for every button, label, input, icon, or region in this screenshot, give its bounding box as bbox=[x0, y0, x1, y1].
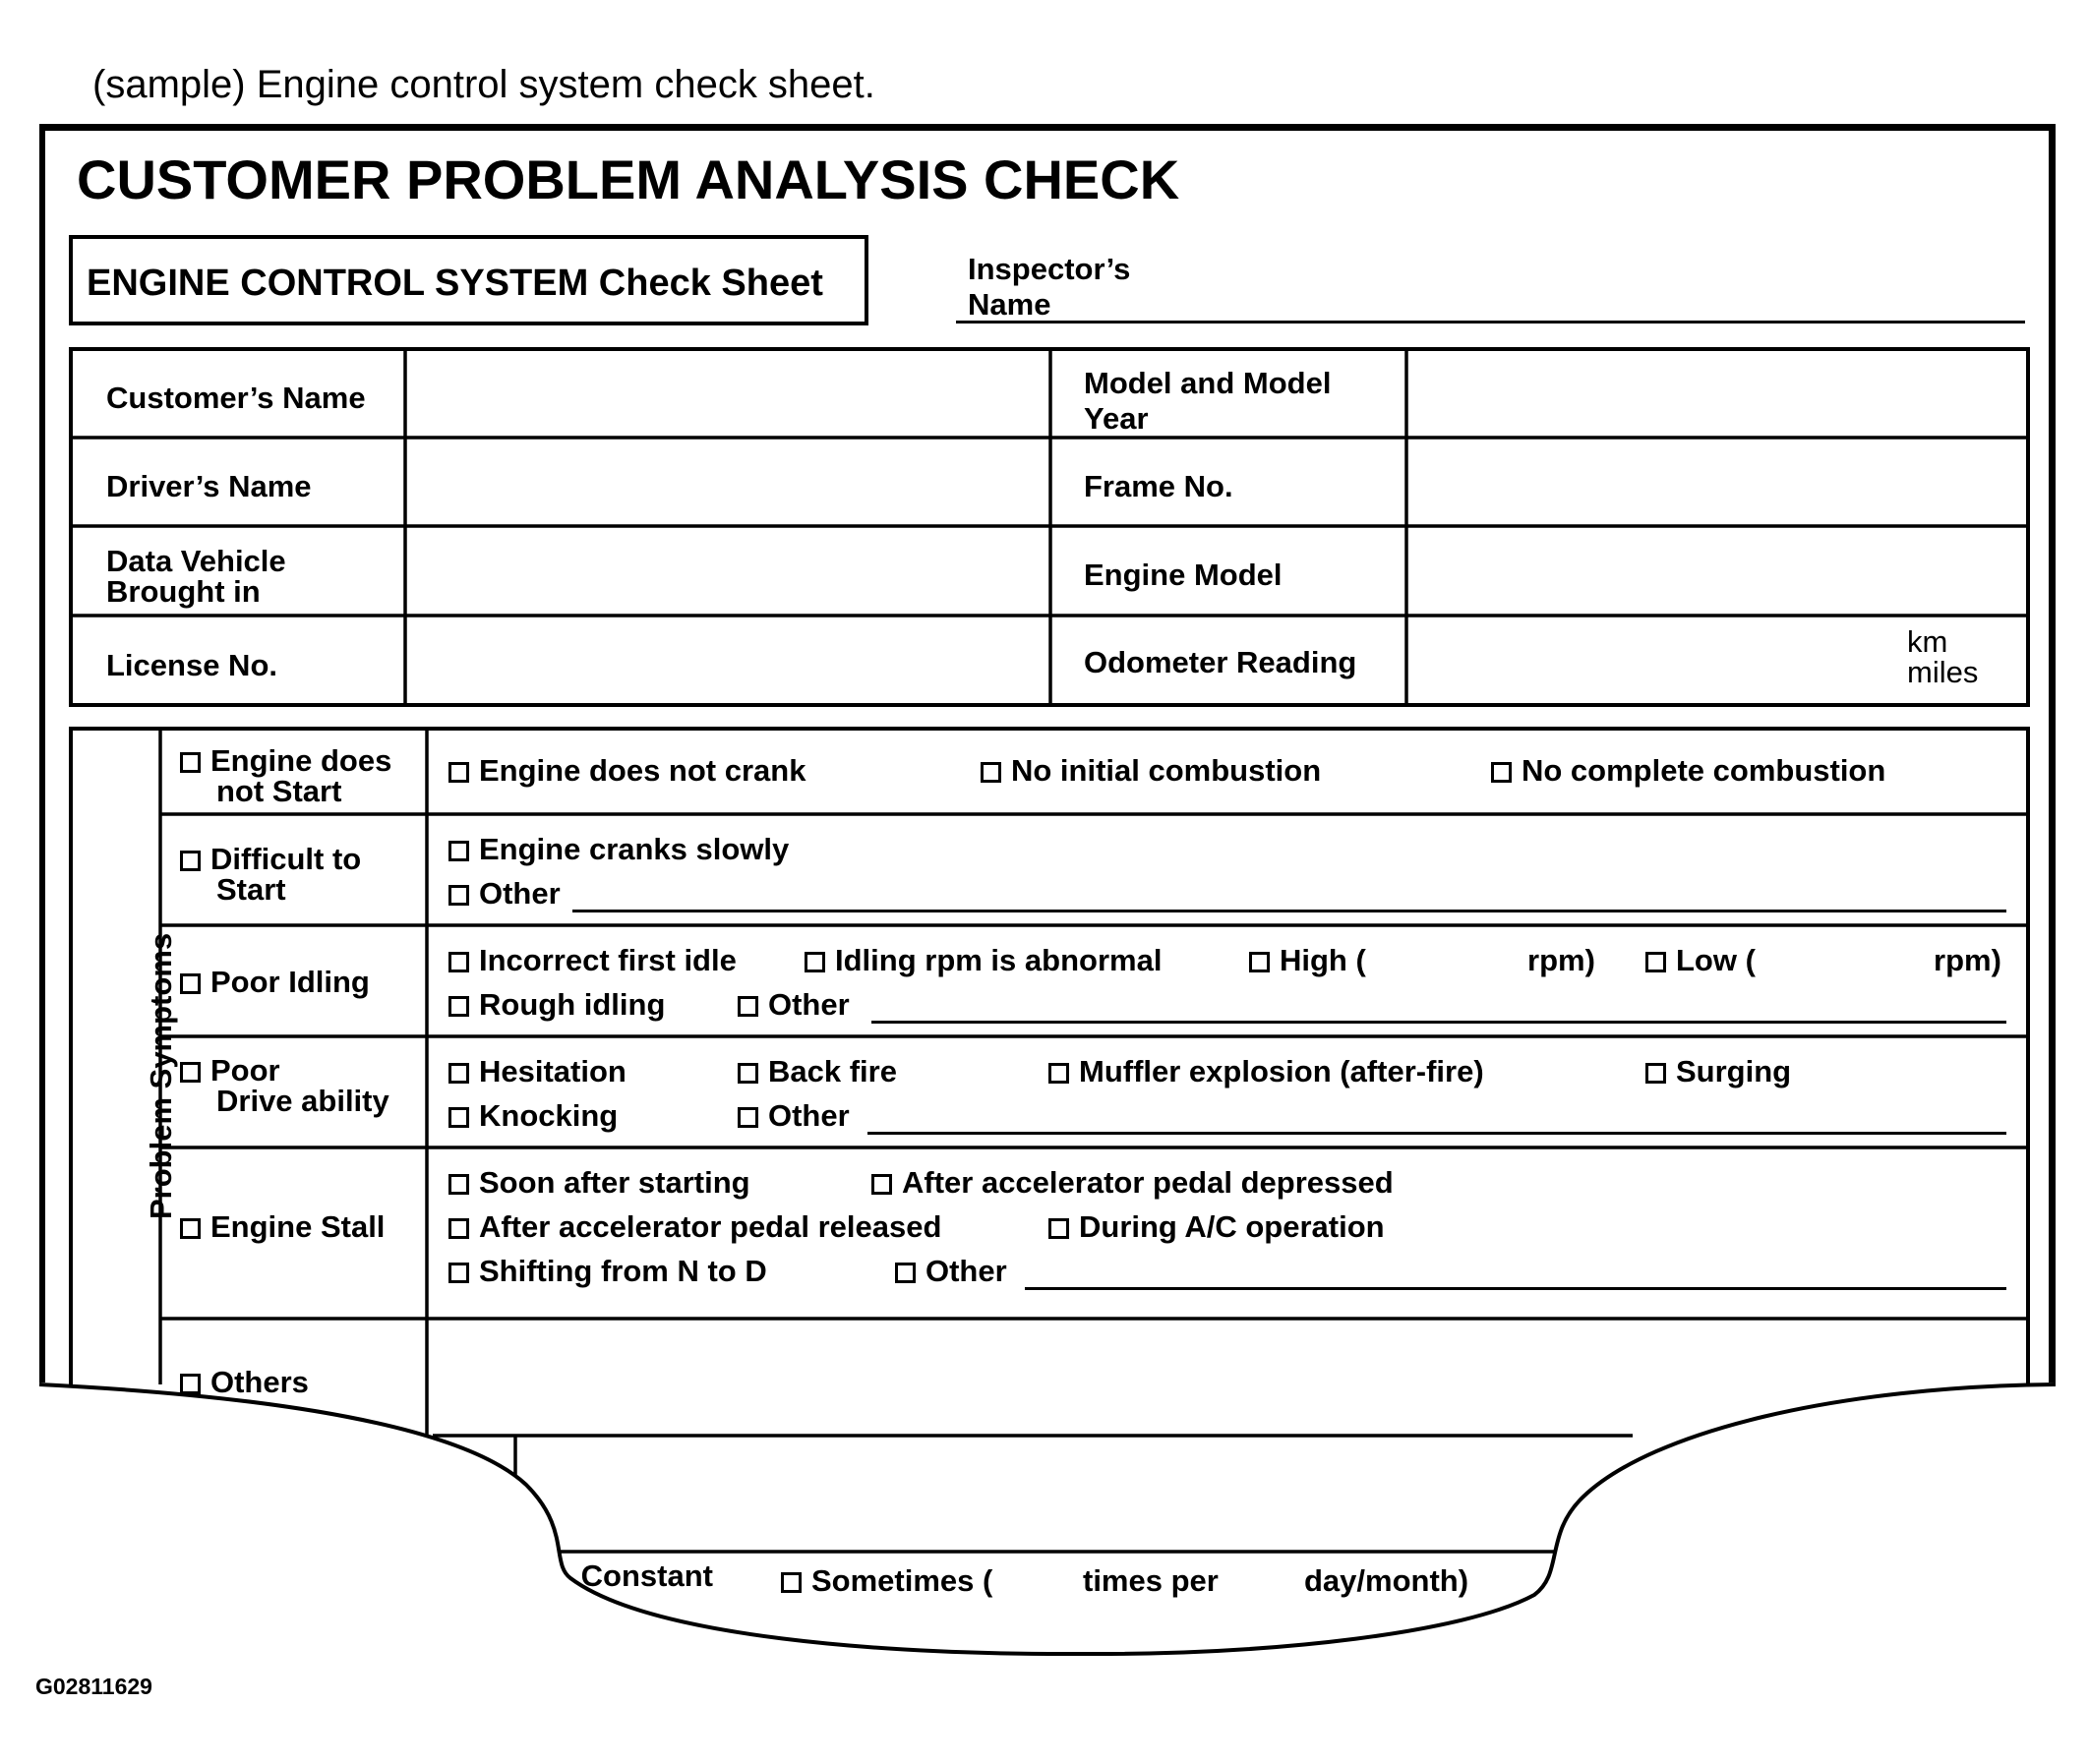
surging-option[interactable]: Surging bbox=[1645, 1054, 1791, 1089]
high-rpm-unit: rpm) bbox=[1527, 943, 1595, 977]
license-no-label: License No. bbox=[106, 648, 277, 682]
checkbox[interactable] bbox=[738, 1063, 758, 1084]
checkbox[interactable] bbox=[738, 1107, 758, 1128]
checkbox[interactable] bbox=[738, 996, 758, 1017]
low-rpm-option[interactable]: Low ( bbox=[1645, 943, 1756, 978]
problem-symptoms-label: Problem Symptoms bbox=[144, 932, 178, 1219]
engine-stall-other-option[interactable]: Other bbox=[895, 1254, 1007, 1289]
customer-name-field[interactable] bbox=[409, 353, 1046, 436]
drivers-name-label: Driver’s Name bbox=[106, 469, 312, 503]
customer-name-label: Customer’s Name bbox=[106, 381, 366, 415]
engine-stall-other-field[interactable] bbox=[1025, 1287, 2006, 1290]
checkbox[interactable] bbox=[448, 952, 469, 972]
checkbox[interactable] bbox=[180, 752, 201, 773]
difficult-to-start-option[interactable]: Difficult to Start bbox=[180, 844, 361, 905]
figure-id: G02811629 bbox=[35, 1674, 152, 1699]
shifting-n-to-d-option[interactable]: Shifting from N to D bbox=[448, 1254, 767, 1289]
engine-does-not-crank-option[interactable]: Engine does not crank bbox=[448, 753, 806, 789]
checkbox[interactable] bbox=[448, 1174, 469, 1195]
checkbox[interactable] bbox=[448, 1263, 469, 1283]
soon-after-starting-option[interactable]: Soon after starting bbox=[448, 1165, 750, 1201]
high-rpm-option[interactable]: High ( bbox=[1249, 943, 1366, 978]
checkbox[interactable] bbox=[1645, 952, 1666, 972]
unit-miles: miles bbox=[1907, 655, 1979, 689]
checkbox[interactable] bbox=[1645, 1063, 1666, 1084]
difficult-start-other-option[interactable]: Other bbox=[448, 876, 561, 911]
checkbox[interactable] bbox=[781, 1572, 802, 1593]
inspector-name-label: Inspector’s Name bbox=[968, 252, 1131, 322]
license-no-field[interactable] bbox=[409, 619, 1046, 702]
idling-rpm-abnormal-option[interactable]: Idling rpm is abnormal bbox=[805, 943, 1162, 978]
poor-idling-other-field[interactable] bbox=[871, 1021, 2006, 1024]
model-year-label: Model and Model Year bbox=[1084, 366, 1332, 436]
constant-option-fragment[interactable]: Constant bbox=[580, 1558, 713, 1593]
checkbox[interactable] bbox=[180, 1374, 201, 1394]
checkbox[interactable] bbox=[448, 762, 469, 783]
checkbox[interactable] bbox=[1249, 952, 1270, 972]
odometer-field[interactable] bbox=[1410, 619, 1902, 702]
checkbox[interactable] bbox=[805, 952, 825, 972]
sheet-title: CUSTOMER PROBLEM ANALYSIS CHECK bbox=[77, 148, 1180, 210]
checkbox[interactable] bbox=[180, 1218, 201, 1239]
checkbox[interactable] bbox=[871, 1174, 892, 1195]
times-per-label: times per bbox=[1083, 1563, 1219, 1598]
checkbox[interactable] bbox=[180, 1062, 201, 1083]
checkbox[interactable] bbox=[448, 996, 469, 1017]
checkbox[interactable] bbox=[1048, 1218, 1069, 1239]
drivers-name-field[interactable] bbox=[409, 441, 1046, 524]
rough-idling-option[interactable]: Rough idling bbox=[448, 987, 665, 1023]
day-month-label: day/month) bbox=[1304, 1563, 1469, 1598]
frame-no-label: Frame No. bbox=[1084, 469, 1233, 503]
incorrect-first-idle-option[interactable]: Incorrect first idle bbox=[448, 943, 737, 978]
checkbox[interactable] bbox=[981, 762, 1001, 783]
engine-cranks-slowly-option[interactable]: Engine cranks slowly bbox=[448, 832, 789, 867]
poor-idling-other-option[interactable]: Other bbox=[738, 987, 850, 1023]
odometer-label: Odometer Reading bbox=[1084, 645, 1357, 679]
after-pedal-released-option[interactable]: After accelerator pedal released bbox=[448, 1209, 941, 1245]
low-rpm-unit: rpm) bbox=[1934, 943, 2001, 977]
data-vehicle-field[interactable] bbox=[409, 530, 1046, 613]
frame-no-field[interactable] bbox=[1410, 441, 2024, 524]
back-fire-option[interactable]: Back fire bbox=[738, 1054, 897, 1089]
after-pedal-depressed-option[interactable]: After accelerator pedal depressed bbox=[871, 1165, 1394, 1201]
sheet-subtitle: ENGINE CONTROL SYSTEM Check Sheet bbox=[69, 235, 868, 325]
no-initial-combustion-option[interactable]: No initial combustion bbox=[981, 753, 1321, 789]
sometimes-option[interactable]: Sometimes ( bbox=[781, 1563, 992, 1599]
poor-idling-option[interactable]: Poor Idling bbox=[180, 967, 370, 997]
difficult-start-other-field[interactable] bbox=[572, 910, 2006, 912]
checkbox[interactable] bbox=[448, 1218, 469, 1239]
during-ac-operation-option[interactable]: During A/C operation bbox=[1048, 1209, 1385, 1245]
checkbox[interactable] bbox=[180, 851, 201, 871]
caption: (sample) Engine control system check sheet. bbox=[92, 63, 875, 106]
hesitation-option[interactable]: Hesitation bbox=[448, 1054, 627, 1089]
others-option[interactable]: Others bbox=[180, 1367, 309, 1397]
checkbox[interactable] bbox=[1491, 762, 1512, 783]
poor-drive-ability-option[interactable]: Poor Drive ability bbox=[180, 1055, 389, 1116]
data-vehicle-label: Data Vehicle Brought in bbox=[106, 544, 286, 609]
model-year-field[interactable] bbox=[1410, 353, 2024, 436]
poor-drive-other-field[interactable] bbox=[867, 1132, 2006, 1135]
poor-drive-other-option[interactable]: Other bbox=[738, 1098, 850, 1134]
unit-km: km bbox=[1907, 624, 1948, 659]
checkbox[interactable] bbox=[448, 1107, 469, 1128]
muffler-explosion-option[interactable]: Muffler explosion (after-fire) bbox=[1048, 1054, 1484, 1089]
checkbox[interactable] bbox=[448, 885, 469, 906]
no-complete-combustion-option[interactable]: No complete combustion bbox=[1491, 753, 1885, 789]
checkbox[interactable] bbox=[448, 841, 469, 861]
checkbox[interactable] bbox=[180, 973, 201, 994]
engine-model-label: Engine Model bbox=[1084, 558, 1283, 592]
engine-model-field[interactable] bbox=[1410, 530, 2024, 613]
knocking-option[interactable]: Knocking bbox=[448, 1098, 618, 1134]
checkbox[interactable] bbox=[448, 1063, 469, 1084]
engine-stall-option[interactable]: Engine Stall bbox=[180, 1211, 385, 1242]
checkbox[interactable] bbox=[895, 1263, 916, 1283]
engine-does-not-start-option[interactable]: Engine does not Start bbox=[180, 745, 391, 806]
checkbox[interactable] bbox=[1048, 1063, 1069, 1084]
